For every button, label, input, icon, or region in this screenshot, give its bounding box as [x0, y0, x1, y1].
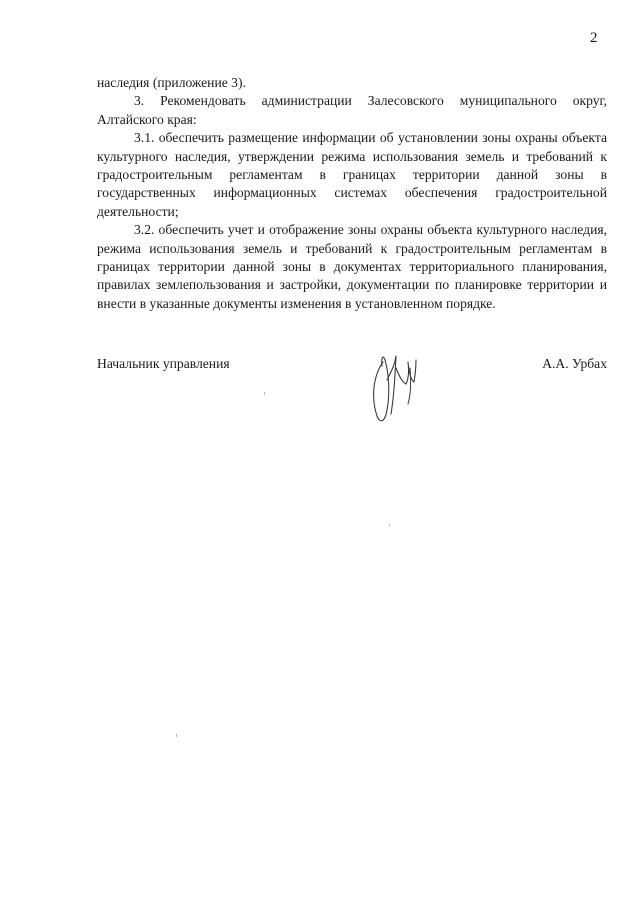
handwritten-signature: [365, 340, 425, 432]
scan-speck: [389, 524, 390, 526]
scan-speck: [176, 734, 177, 737]
page-number: 2: [590, 30, 598, 46]
signatory-title: Начальник управления: [97, 356, 230, 371]
paragraph-item-3: 3. Рекомендовать администрации Залесовского муниципального округ, Алтайского края:: [97, 93, 607, 127]
scan-speck: [264, 392, 265, 395]
document-body: [97, 74, 607, 313]
paragraph-item-3-2: 3.2. обеспечить учет и отображение зоны охраны объекта культурного наследия, режима использования земель и требований к градостроительным регламентам в границах территории данной зоны в документах территориального планирования, правилах землепользования и застройки, документации по планировке территории и внести в указанные документы изменения в установленном порядке.: [97, 222, 607, 311]
paragraph-item-3-1: 3.1. обеспечить размещение информации об установлении зоны охраны объекта культурного наследия, утверждении режима использования земель и требований к градостроительным регламентам в границах территории данной зоны в государственных информационных системах обеспечения градостроительной деятельности;: [97, 130, 607, 219]
paragraph-continuation: наследия (приложение 3).: [97, 75, 246, 90]
signature-block: [97, 356, 607, 446]
signatory-name: А.А. Урбах: [542, 356, 607, 371]
